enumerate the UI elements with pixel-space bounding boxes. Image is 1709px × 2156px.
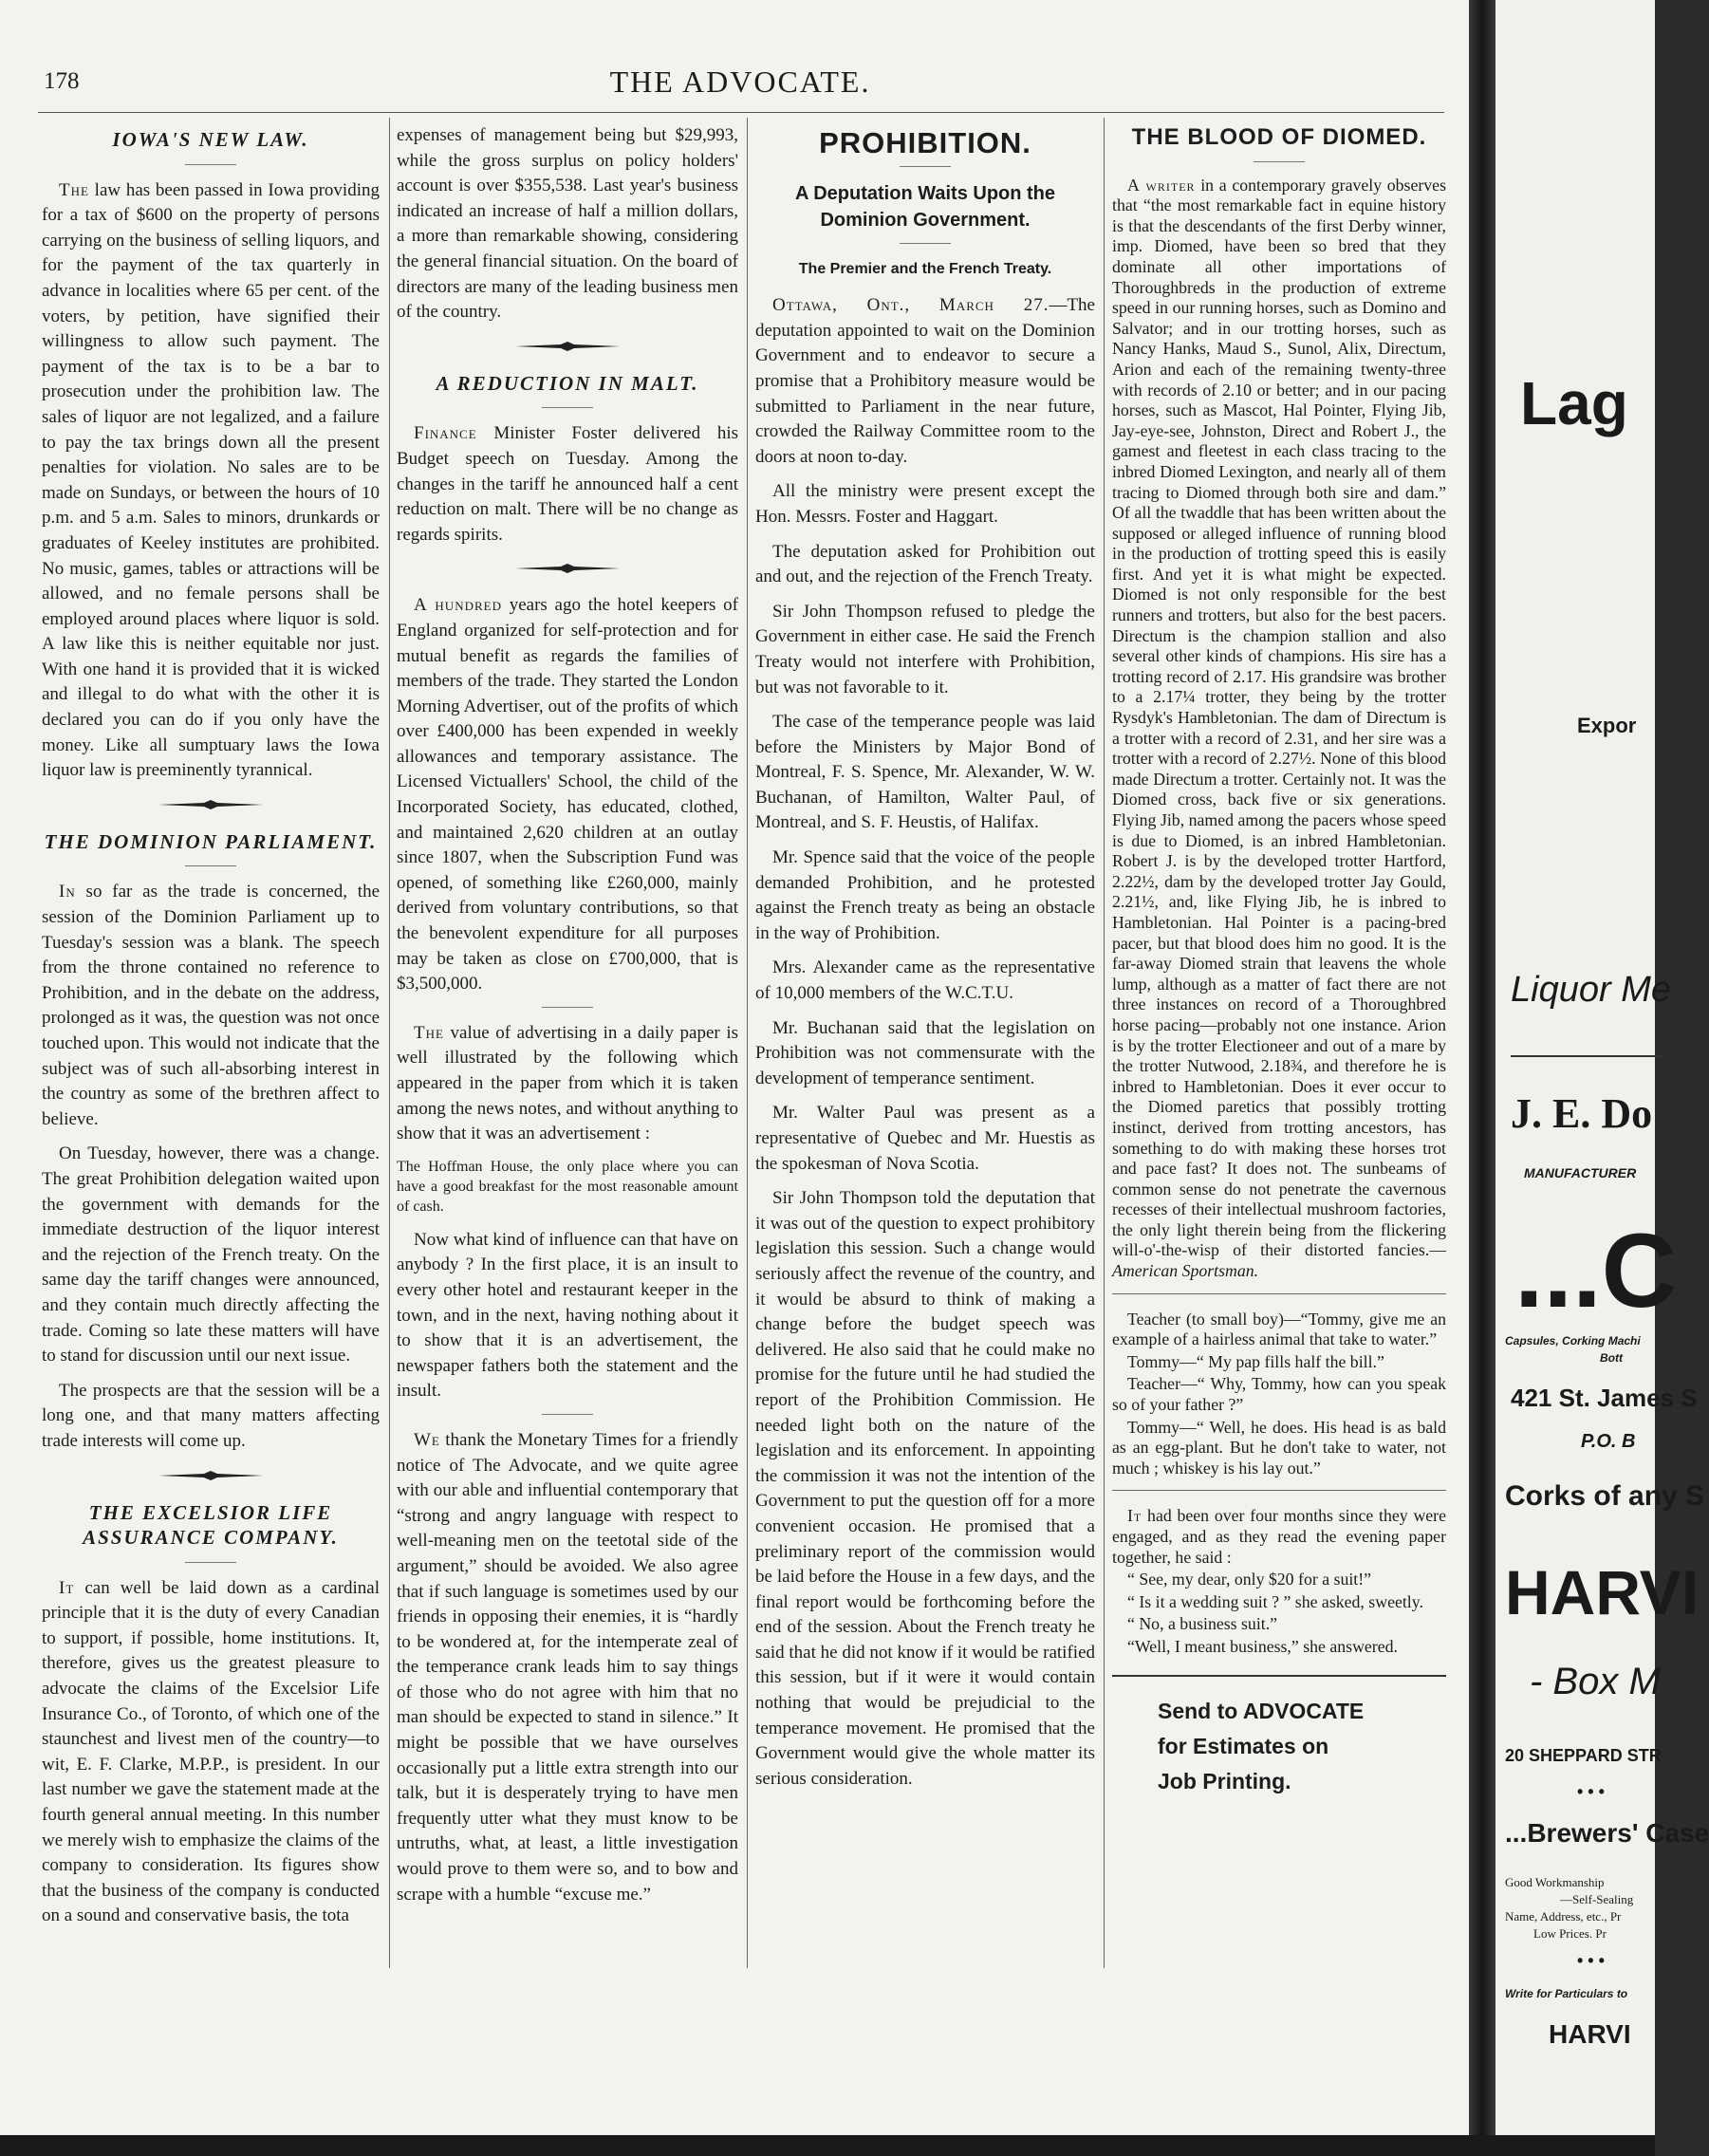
article-paragraph: Mr. Spence said that the voice of the people demanded Prohibition, and he protested against the French treaty as being an obstacle in the way of Prohibition. — [755, 847, 1095, 943]
divider — [542, 1007, 593, 1008]
article-paragraph: Finance Minister Foster delivered his Budget speech on Tuesday. Among the changes in the tariff he announced half a cent reduction on malt. There will be no change as regards spirits. — [397, 423, 738, 545]
article-paragraph: The deputation asked for Prohibition out and out, and the rejection of the French Treaty. — [755, 541, 1095, 587]
ornament-divider — [42, 797, 380, 812]
article-heading: THE DOMINION PARLIAMENT. — [44, 829, 378, 853]
ad-text: Lag — [1520, 369, 1628, 437]
article-heading: THE BLOOD OF DIOMED. — [1131, 124, 1427, 150]
article-paragraph: A writer in a contemporary gravely observes that “the most remarkable fact in equine history is that the descendants of the first Derby winner, imp. Diomed, have been so bred that they dominate all other importations of Thoroughbreds in the production of extreme speed in our running horses, such as Domino and Salvator; and in our trotting horses, such as Nancy Hanks, Maud S., Sunol, Alix, Directum, Arion and each of the remaining twenty-three with records of 2.10 or better; and in our pacing horses, such as Mascot, Hal Pointer, Flying Jib, Jay-eye-see, Johnston, Direct and Robert J., the gamest and fleetest in each class tracing to the inbred Diomed Lexington, and nearly all of them tracing to Diomed through both sire and dam.” Of all the twaddle that has been written about the supposed or alleged influence of running blood in the production of trotting speed this is easily first. And yet it is what might be expected. Diomed is not only responsible for the best runners and trotters, but also for the best pacers. Directum is the champion stallion and also several other kinds of champions. His sire has a trotting record of 2.17. His grandsire was brother to a 2.17¼ trotter, they being by the trotter Rysdyk's Hambletonian. The dam of Directum is a trotter with a record of 2.31, and her sire was a trotter with a record of 2.27½. None of this blood made Directum a trotter. Certainly not. It was the Diomed cross, back five or six generations. Flying Jib, named among the pacers whose speed is due to Diomed, is an inbred Hambletonian. Robert J. is by the developed trotter Hartford, 2.22½, dam by the developed trotter Jay Gould, 2.21½, and, like Flying Jib, he is inbred to Hambletonian. Hal Pointer is a pacing-bred pacer, but that blood does him no good. It is the far-away Diomed strain that leavens the whole lump, although as a matter of fact there are not three instances on record of a Thoroughbred horse pacing—probably not one instance. Arion is by the trotter Electioneer and out of a mare by the trotter Nutwood, 2.18¾, and therefore he is inbred to Hambletonian. Does it ever occur to the Diomed paretics that possibly trotting instinct, derived from trotting ancestors, has something to do with making these horses trot and pace fast? It does not. The sunbeams of common sense do not penetrate the cavernous recesses of their intellectual mushroom factories, the only light therein being from the flickering will-o'-the-wisp of their distorted fancies.—American Sportsman. — [1112, 175, 1446, 1281]
article-heading: THE EXCELSIOR LIFE ASSURANCE COMPANY. — [83, 1500, 339, 1550]
quoted-notice: The Hoffman House, the only place where you can have a good breakfast for the most reasonable amount of cash. — [397, 1158, 738, 1215]
ad-text: 421 St. James S — [1511, 1384, 1698, 1412]
divider — [900, 166, 951, 167]
ad-text: - Box M — [1530, 1661, 1661, 1702]
divider — [542, 407, 593, 408]
ad-text: Low Prices. Pr — [1533, 1926, 1607, 1941]
article-paragraph: The law has been passed in Iowa providing for a tax of $600 on the property of persons carrying on the business of selling liquors, and for the payment of the tax quarterly in advance in localities where 65 per cent. of the voters, by petition, have signified their willingness to allow such payment. The payment of the tax is to be a bar to prosecution under the prohibition law. The sales of liquor are not legalized, and a failure to pay the tax brings down all the present penalties for violation. No sales are to be made on Sundays, or between the hours of 10 p.m. and 5 a.m. Sales to minors, drunkards or graduates of Keeley institutes are prohibited. No music, games, tables or attractions will be allowed, and no female persons shall be employed around places where liquor is sold. A law like this is neither equitable nor just. With one hand it is provided that it is wicked and illegal to do what with the other it is declared you can do if you only have the money. Like all sumptuary laws the Iowa liquor law is preeminently tyrannical. — [42, 179, 380, 781]
article-paragraph: In so far as the trade is concerned, the session of the Dominion Parliament up to Tuesday's session was a blank. The speech from the throne contained no reference to Prohibition, and in the debate on the address, prolonged as it was, the question was not once touched upon. This would not indicate that the subject was of such all-absorbing interest in the country as some of the brethren affect to believe. — [42, 882, 381, 1129]
divider — [185, 1562, 236, 1563]
book-gutter — [1469, 0, 1495, 2156]
divider — [1112, 1490, 1446, 1491]
page-header — [38, 63, 1442, 108]
dialogue-line: “Well, I meant business,” she answered. — [1127, 1636, 1398, 1656]
divider — [542, 1414, 593, 1415]
article-heading: IOWA'S NEW LAW. — [112, 128, 309, 151]
ad-text: Name, Address, etc., Pr — [1505, 1909, 1622, 1924]
ornament-divider — [42, 1468, 380, 1483]
header-rule — [38, 112, 1444, 113]
scan-bottom-edge — [0, 2135, 1655, 2156]
article-paragraph: All the ministry were present except the Hon. Messrs. Foster and Haggart. — [755, 481, 1095, 527]
article-paragraph: On Tuesday, however, there was a change. The great Prohibition delegation waited upon the government with demands for the immediate destruction of the liquor interest and the rejection of the French treaty. On the same day the tariff changes were announced, and they contain much directly affecting the trade. Coming so late these matters will have to stand for discussion until our next issue. — [42, 1143, 380, 1366]
article-heading: A REDUCTION IN MALT. — [436, 371, 699, 395]
ad-text: —Self-Sealing — [1560, 1892, 1634, 1906]
ornament-divider — [397, 339, 738, 354]
ad-text: J. E. Do — [1511, 1090, 1653, 1137]
article-subheading: A Deputation Waits Upon the Dominion Government. — [794, 182, 1056, 231]
article-paragraph: expenses of management being but $29,993, while the gross surplus on policy holders' account is over $355,538. Last year's business indicated an increase of half a million dollars, a more than remarkable showing, considering the general financial situation. On the board of directors are many of the leading business men of the country. — [397, 125, 738, 323]
article-paragraph: Mr. Buchanan said that the legislation on Prohibition was not commensurate with the development of temperance sentiment. — [755, 1017, 1095, 1088]
ad-text: ...C — [1514, 1213, 1678, 1329]
dialogue-line: Teacher—“ Why, Tommy, how can you speak so of your father ?” — [1112, 1374, 1446, 1415]
job-printing-notice: Send to ADVOCATE for Estimates on Job Printing. — [1112, 1675, 1446, 1799]
dialogue-line: It had been over four months since they were engaged, and as they read the evening paper together, he said : — [1112, 1506, 1446, 1567]
article-paragraph: The prospects are that the session will be a long one, and that many matters affecting trade interests will come up. — [42, 1380, 380, 1451]
column-rule — [1104, 118, 1105, 1968]
article-heading: PROHIBITION. — [819, 126, 1031, 159]
ad-text: • • • — [1577, 1782, 1605, 1801]
ad-text: MANUFACTURER — [1524, 1165, 1637, 1180]
dialogue-line: Tommy—“ My pap fills half the bill.” — [1127, 1351, 1384, 1371]
divider — [1112, 1293, 1446, 1294]
ad-text: • • • — [1577, 1951, 1605, 1970]
dialogue-line: “ No, a business suit.” — [1127, 1614, 1278, 1634]
article-paragraph: Ottawa, Ont., March 27.—The deputation appointed to wait on the Dominion Government and to endeavor to secure a promise that a Prohibitory measure would be submitted to Parliament in the near future, crowded the Railway Committee room to the doors at noon to-day. — [755, 295, 1095, 467]
article-paragraph: We thank the Monetary Times for a friendly notice of The Advocate, and we quite agree with our able and influential contemporary that “strong and angry language with respect to well-meaning men on the teetotal side of the argument,” should be avoided. We also agree that if such language is sometimes used by our friends in opposing their enemies, it is “hardly to be wondered at, for the intemperate zeal of the temperance crank leads him to say things of those who do not agree with him that no man should be expected to stand in silence.” It might be possible that we have ourselves occasionally put a little extra strength into our talk, but it is desperately trying to have men frequently utter what they must know to be untruths, what, at least, a little investigation would prove to them were so, and to bow and scrape with a humble “excuse me.” — [397, 1429, 738, 1905]
divider — [185, 865, 236, 866]
ad-text: HARVI — [1505, 1557, 1700, 1627]
divider — [185, 164, 236, 165]
ad-text: 20 SHEPPARD STR — [1505, 1746, 1662, 1765]
column-rule — [747, 118, 748, 1968]
ad-text: Liquor Me — [1511, 970, 1671, 1010]
ad-text: P.O. B — [1581, 1431, 1636, 1452]
ad-rule — [1511, 1055, 1663, 1057]
column-4 — [1112, 123, 1446, 1799]
dialogue-line: “ See, my dear, only $20 for a suit!” — [1127, 1570, 1372, 1589]
divider — [1254, 161, 1305, 162]
page-number: 178 — [44, 68, 80, 94]
divider — [900, 243, 951, 244]
ad-text: Write for Particulars to — [1505, 1987, 1628, 2000]
ad-text: Capsules, Corking Machi — [1505, 1334, 1641, 1348]
article-paragraph: Now what kind of influence can that have on anybody ? In the first place, it is an insult to every other hotel and restaurant keeper in the town, and in the next, having nothing about it to show that it is an advertisement, the newspaper fathers both the statement and the insult. — [397, 1229, 738, 1402]
dialogue-line: Tommy—“ Well, he does. His head is as bald as an egg-plant. But he don't take to water, not much ; whiskey is his lay out.” — [1112, 1417, 1446, 1478]
article-paragraph: Mr. Walter Paul was present as a representative of Quebec and Mr. Huestis as the spokesman of Nova Scotia. — [755, 1103, 1095, 1174]
article-paragraph: The value of advertising in a daily paper is well illustrated by the following which appeared in the paper from which it is taken among the news notes, and without anything to show that it was an advertisement : — [397, 1022, 738, 1144]
article-paragraph: Sir John Thompson told the deputation that it was out of the question to expect prohibitory legislation this session. Such a change would seriously affect the revenue of the country, and it would be absurd to think of making a change before the budget speech was delivered. He also said that he could make no promise for the future until he had studied the report of the Prohibition Commission. He needed light both on the nature of the legislation and its enforcement. In appointing the commission it was not the intention of the Government to put the question off for a more convenient occasion. He promised that a preliminary report of the commission would be laid before the House in a few days, and the final report would be forthcoming before the end of the session. About the French treaty he said that he did not know if it would be ratified this session, but if it were it would contain nothing that would be prejudicial to the temperance movement. He promised that the Government would give the whole matter its serious consideration. — [755, 1188, 1095, 1789]
adjacent-page-ads — [1495, 0, 1709, 2135]
article-subheading: The Premier and the French Treaty. — [798, 260, 1052, 277]
column-1 — [42, 123, 380, 1939]
ad-text: ...Brewers' Case — [1505, 1818, 1709, 1848]
column-3 — [755, 123, 1095, 1801]
ad-text: Good Workmanship — [1505, 1875, 1605, 1889]
article-paragraph: A hundred years ago the hotel keepers of England organized for self-protection and for mutual benefit as regards the families of members of the trade. They started the London Morning Advertiser, out of the profits of which over £400,000 has been expended in weekly allowances and temporary assistance. The Licensed Victuallers' School, the child of the Incorporated Society, has educated, clothed, and maintained 2,620 children at an outlay since 1807, when the Subscription Fund was opened, of something like £260,000, mainly derived from voluntary contributions, so that the benevolent expenditure for all purposes may be taken as close on £700,000, that is $3,500,000. — [397, 595, 738, 994]
masthead: THE ADVOCATE. — [609, 65, 871, 99]
ad-text: HARVI — [1549, 2019, 1631, 2049]
ad-text: Corks of any S — [1505, 1480, 1705, 1512]
dialogue-line: Teacher (to small boy)—“Tommy, give me an example of a hairless animal that take to water.” — [1112, 1309, 1446, 1349]
article-paragraph: It can well be laid down as a cardinal principle that it is the duty of every Canadian to support, if possible, home institutions. It, therefore, gives us the greatest pleasure to advocate the claims of the Excelsior Life Insurance Co., of Toronto, of which one of the staunchest and livest men of the country—to wit, E. F. Clarke, M.P.P., is president. In our last number we gave the statement made at the fourth general annual meeting. In this number we merely wish to emphasize the claims of the company to consideration. Its figures show that the business of the company is conducted on a sound and conservative basis, the tota — [42, 1577, 381, 1926]
ad-text: Bott — [1600, 1351, 1623, 1365]
dialogue-line: “ Is it a wedding suit ? ” she asked, sweetly. — [1127, 1591, 1423, 1611]
ornament-divider — [397, 561, 738, 576]
article-paragraph: The case of the temperance people was laid before the Ministers by Major Bond of Montreal, F. S. Spence, Mr. Alexander, W. W. Buchanan, of Hamilton, Walter Paul, of Montreal, and S. F. Heustis, of Halifax. — [755, 712, 1095, 833]
article-paragraph: Mrs. Alexander came as the representative of 10,000 members of the W.C.T.U. — [755, 957, 1095, 1004]
column-rule — [389, 118, 390, 1968]
article-paragraph: Sir John Thompson refused to pledge the Government in either case. He said the French Treaty would not interfere with Prohibition, but was not favorable to it. — [755, 601, 1095, 697]
column-2 — [397, 123, 738, 1917]
ad-text: Expor — [1577, 714, 1637, 737]
